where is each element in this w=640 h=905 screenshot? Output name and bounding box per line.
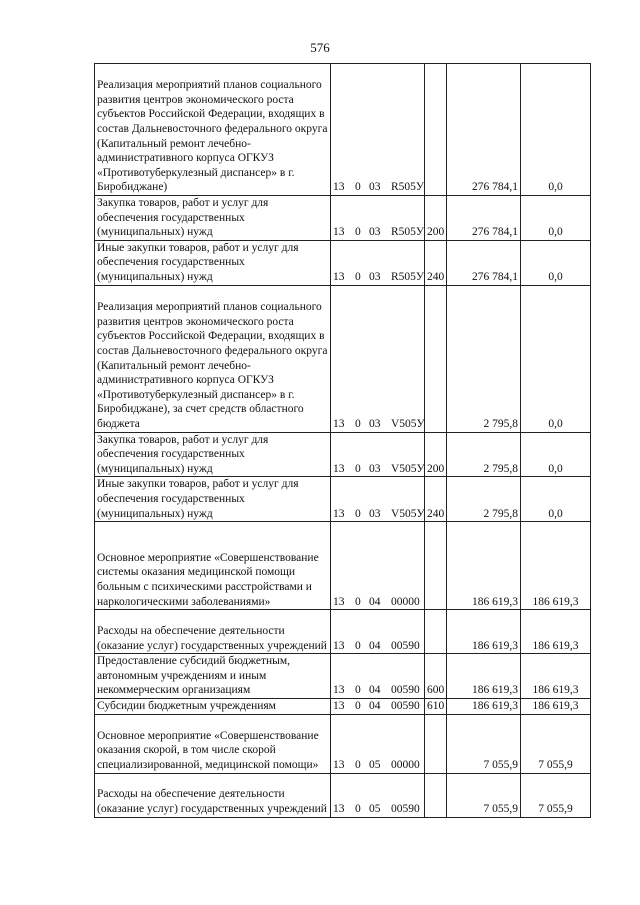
row-description: Основное мероприятие «Совершенствование оказания скорой, в том числе скорой специализированной, медицинской помощи» <box>95 714 331 773</box>
amount-year-2: 0,0 <box>521 432 591 477</box>
amount-year-1: 186 619,3 <box>447 698 521 714</box>
code-subprogram: 0 <box>355 462 361 475</box>
code-program: 13 <box>333 181 345 194</box>
amount-year-2: 0,0 <box>521 240 591 285</box>
amount-year-1: 2 795,8 <box>447 432 521 477</box>
amount-year-1: 186 619,3 <box>447 654 521 699</box>
amount-year-2: 186 619,3 <box>521 698 591 714</box>
amount-year-2: 0,0 <box>521 64 591 196</box>
code-direction: 00590 <box>391 699 420 712</box>
row-code <box>331 64 425 196</box>
expense-type: 600 <box>425 654 447 699</box>
table-row <box>95 654 591 699</box>
code-program: 13 <box>333 639 345 652</box>
code-event: 03 <box>369 270 381 283</box>
expense-type: 240 <box>425 240 447 285</box>
row-description: Иные закупки товаров, работ и услуг для обеспечения государственных (муниципальных) нужд <box>95 240 331 285</box>
budget-table-body <box>95 64 591 818</box>
row-code <box>331 610 425 654</box>
code-event: 03 <box>369 462 381 475</box>
amount-year-2: 186 619,3 <box>521 522 591 610</box>
amount-year-1: 276 784,1 <box>447 64 521 196</box>
code-subprogram: 0 <box>355 226 361 239</box>
row-description: Реализация мероприятий планов социального развития центров экономического роста субъектов Российской Федерации, входящих в состав Дальневосточного федерального округа (Капитальный ремонт лечебно-административного корпуса ОГКУЗ «Противотуберкулезный диспансер» в г. Биробиджане), за счет средств областного бюджета <box>95 285 331 432</box>
amount-year-1: 7 055,9 <box>447 714 521 773</box>
expense-type: 610 <box>425 698 447 714</box>
table-row <box>95 285 591 432</box>
table-row <box>95 714 591 773</box>
expense-type: 200 <box>425 196 447 241</box>
row-code <box>331 196 425 241</box>
amount-year-1: 7 055,9 <box>447 773 521 817</box>
code-program: 13 <box>333 699 345 712</box>
amount-year-2: 0,0 <box>521 477 591 522</box>
row-code <box>331 432 425 477</box>
amount-year-1: 186 619,3 <box>447 522 521 610</box>
table-row <box>95 522 591 610</box>
amount-year-2: 7 055,9 <box>521 714 591 773</box>
amount-year-2: 186 619,3 <box>521 654 591 699</box>
code-subprogram: 0 <box>355 802 361 815</box>
row-code <box>331 477 425 522</box>
amount-year-2: 0,0 <box>521 196 591 241</box>
amount-year-1: 276 784,1 <box>447 240 521 285</box>
code-event: 03 <box>369 417 381 430</box>
code-direction: R505У <box>391 226 425 239</box>
row-description: Расходы на обеспечение деятельности (оказание услуг) государственных учреждений <box>95 773 331 817</box>
code-direction: 00590 <box>391 684 420 697</box>
row-code <box>331 285 425 432</box>
amount-year-1: 276 784,1 <box>447 196 521 241</box>
code-direction: 00000 <box>391 595 420 608</box>
amount-year-2: 186 619,3 <box>521 610 591 654</box>
code-direction: 00590 <box>391 802 420 815</box>
code-program: 13 <box>333 684 345 697</box>
amount-year-1: 2 795,8 <box>447 285 521 432</box>
code-event: 05 <box>369 802 381 815</box>
code-program: 13 <box>333 758 345 771</box>
row-description: Субсидии бюджетным учреждениям <box>95 698 331 714</box>
code-event: 04 <box>369 684 381 697</box>
code-direction: R505У <box>391 181 425 194</box>
code-program: 13 <box>333 507 345 520</box>
table-row <box>95 773 591 817</box>
table-row <box>95 196 591 241</box>
row-description: Иные закупки товаров, работ и услуг для обеспечения государственных (муниципальных) нужд <box>95 477 331 522</box>
table-row <box>95 477 591 522</box>
row-description: Закупка товаров, работ и услуг для обеспечения государственных (муниципальных) нужд <box>95 196 331 241</box>
code-program: 13 <box>333 595 345 608</box>
code-program: 13 <box>333 417 345 430</box>
code-direction: V505У <box>391 462 425 475</box>
table-row <box>95 432 591 477</box>
row-code <box>331 773 425 817</box>
expense-type <box>425 285 447 432</box>
code-subprogram: 0 <box>355 181 361 194</box>
table-row <box>95 698 591 714</box>
code-subprogram: 0 <box>355 270 361 283</box>
code-subprogram: 0 <box>355 699 361 712</box>
row-code <box>331 522 425 610</box>
amount-year-1: 186 619,3 <box>447 610 521 654</box>
code-subprogram: 0 <box>355 595 361 608</box>
table-row <box>95 64 591 196</box>
code-program: 13 <box>333 462 345 475</box>
expense-type: 240 <box>425 477 447 522</box>
expense-type <box>425 64 447 196</box>
table-row <box>95 610 591 654</box>
code-subprogram: 0 <box>355 684 361 697</box>
code-direction: 00590 <box>391 639 420 652</box>
code-direction: V505У <box>391 417 425 430</box>
code-direction: 00000 <box>391 758 420 771</box>
row-code <box>331 698 425 714</box>
code-event: 04 <box>369 595 381 608</box>
row-description: Реализация мероприятий планов социального развития центров экономического роста субъектов Российской Федерации, входящих в состав Дальневосточного федерального округа (Капитальный ремонт лечебно-административного корпуса ОГКУЗ «Противотуберкулезный диспансер» в г. Биробиджане) <box>95 64 331 196</box>
expense-type: 200 <box>425 432 447 477</box>
code-subprogram: 0 <box>355 758 361 771</box>
row-description: Основное мероприятие «Совершенствование системы оказания медицинской помощи больным с психическими расстройствами и наркологическими заболеваниями» <box>95 522 331 610</box>
code-event: 04 <box>369 639 381 652</box>
code-event: 03 <box>369 181 381 194</box>
code-program: 13 <box>333 226 345 239</box>
code-subprogram: 0 <box>355 417 361 430</box>
amount-year-2: 7 055,9 <box>521 773 591 817</box>
code-program: 13 <box>333 802 345 815</box>
row-code <box>331 240 425 285</box>
row-description: Расходы на обеспечение деятельности (оказание услуг) государственных учреждений <box>95 610 331 654</box>
table-row <box>95 240 591 285</box>
code-event: 04 <box>369 699 381 712</box>
code-event: 03 <box>369 507 381 520</box>
code-subprogram: 0 <box>355 507 361 520</box>
row-code <box>331 654 425 699</box>
code-direction: V505У <box>391 507 425 520</box>
code-event: 03 <box>369 226 381 239</box>
amount-year-1: 2 795,8 <box>447 477 521 522</box>
code-program: 13 <box>333 270 345 283</box>
page-number: 576 <box>310 40 330 55</box>
budget-table <box>94 63 591 818</box>
amount-year-2: 0,0 <box>521 285 591 432</box>
code-subprogram: 0 <box>355 639 361 652</box>
code-event: 05 <box>369 758 381 771</box>
code-direction: R505У <box>391 270 425 283</box>
row-code <box>331 714 425 773</box>
row-description: Закупка товаров, работ и услуг для обеспечения государственных (муниципальных) нужд <box>95 432 331 477</box>
row-description: Предоставление субсидий бюджетным, автономным учреждениям и иным некоммерческим организациям <box>95 654 331 699</box>
